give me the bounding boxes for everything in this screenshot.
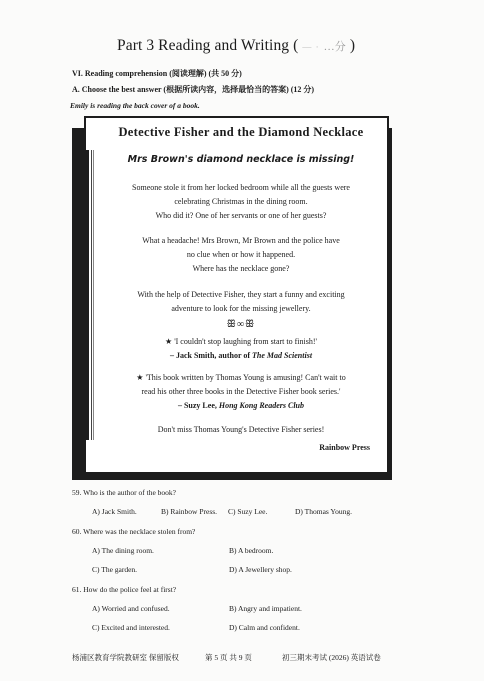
- book-paragraph-1-line-1: Someone stole it from her locked bedroom while all the guests were: [132, 183, 350, 192]
- part-faded-text: — ·: [302, 42, 320, 52]
- question-61-stem: 61. How do the police feel at first?: [72, 585, 177, 594]
- passage-intro: Emily is reading the back cover of a book.: [70, 101, 200, 110]
- book-paragraph-3-line-2: adventure to look for the missing jewellery.: [171, 304, 311, 313]
- question-61-option-a[interactable]: A) Worried and confused.: [92, 604, 170, 613]
- footer-exam-title: 初三期末考试 (2026) 英语试卷: [282, 653, 381, 662]
- review-1-source: The Mad Scientist: [252, 351, 313, 360]
- footer-copyright: 杨浦区教育学院教研室 保留版权: [72, 653, 179, 662]
- part-faded-end: …分: [323, 41, 346, 53]
- review-quote-2-line-2: read his other three books in the Detective Fisher book series.': [141, 387, 341, 396]
- part-title: [117, 37, 355, 55]
- question-60-stem: 60. Where was the necklace stolen from?: [72, 527, 196, 536]
- review-quote-2-attribution: [96, 399, 386, 413]
- question-59-option-a[interactable]: A) Jack Smith.: [92, 507, 137, 516]
- book-closing-line: Don't miss Thomas Young's Detective Fisher series!: [157, 425, 325, 434]
- question-60-option-a[interactable]: A) The dining room.: [92, 546, 154, 555]
- question-59-stem: 59. Who is the author of the book?: [72, 488, 177, 497]
- ornament-icon: ꕥ∞ꕥ: [226, 319, 256, 330]
- review-2-author: – Suzy Lee,: [177, 401, 219, 410]
- review-quote-1-attribution: [96, 349, 386, 363]
- question-60-option-b[interactable]: B) A bedroom.: [229, 546, 274, 555]
- book-paragraph-3-line-1: With the help of Detective Fisher, they start a funny and exciting: [137, 290, 345, 299]
- section-heading: VI. Reading comprehension (阅读理解) (共 50 分): [72, 69, 242, 78]
- book-paragraph-1-line-2: celebrating Christmas in the dining room.: [174, 197, 308, 206]
- question-60-option-d[interactable]: D) A Jewellery shop.: [229, 565, 292, 574]
- book-paragraph-2-line-3: Where has the necklace gone?: [192, 264, 290, 273]
- question-59-option-d[interactable]: D) Thomas Young.: [295, 507, 352, 516]
- book-title: Detective Fisher and the Diamond Necklace: [118, 125, 364, 139]
- footer-page-number: 第 5 页 共 9 页: [205, 653, 252, 662]
- book-paragraph-2-line-1: What a headache! Mrs Brown, Mr Brown and the police have: [142, 236, 340, 245]
- section-subheading: A. Choose the best answer (根据所读内容，选择最恰当的答案) (12 分): [72, 85, 315, 94]
- book-subtitle: Mrs Brown's diamond necklace is missing!: [127, 154, 355, 165]
- question-61-option-d[interactable]: D) Calm and confident.: [229, 623, 300, 632]
- part-paren-open: (: [293, 37, 299, 54]
- part-title-text: Part 3 Reading and Writing: [117, 37, 290, 54]
- book-spine-line: [91, 150, 92, 440]
- question-60-option-c[interactable]: C) The garden.: [92, 565, 138, 574]
- book-paragraph-1-line-3: Who did it? One of her servants or one of her guests?: [155, 211, 327, 220]
- question-59-option-b[interactable]: B) Rainbow Press.: [161, 507, 218, 516]
- question-61-option-b[interactable]: B) Angry and impatient.: [229, 604, 302, 613]
- question-61-option-c[interactable]: C) Excited and interested.: [92, 623, 170, 632]
- book-paragraph-2-line-2: no clue when or how it happened.: [186, 250, 296, 259]
- question-59-option-c[interactable]: C) Suzy Lee.: [228, 507, 268, 516]
- book-spine-line: [86, 150, 89, 440]
- review-1-author: – Jack Smith, author of: [169, 351, 253, 360]
- review-quote-2-line-1: ★ 'This book written by Thomas Young is amusing! Can't wait to: [136, 373, 346, 382]
- book-spine-line: [93, 150, 94, 440]
- review-2-source: Hong Kong Readers Club: [218, 401, 305, 410]
- review-quote-1: ★ 'I couldn't stop laughing from start to finish!': [165, 337, 317, 346]
- part-paren-close: ): [349, 37, 356, 54]
- publisher-name: Rainbow Press: [319, 443, 370, 452]
